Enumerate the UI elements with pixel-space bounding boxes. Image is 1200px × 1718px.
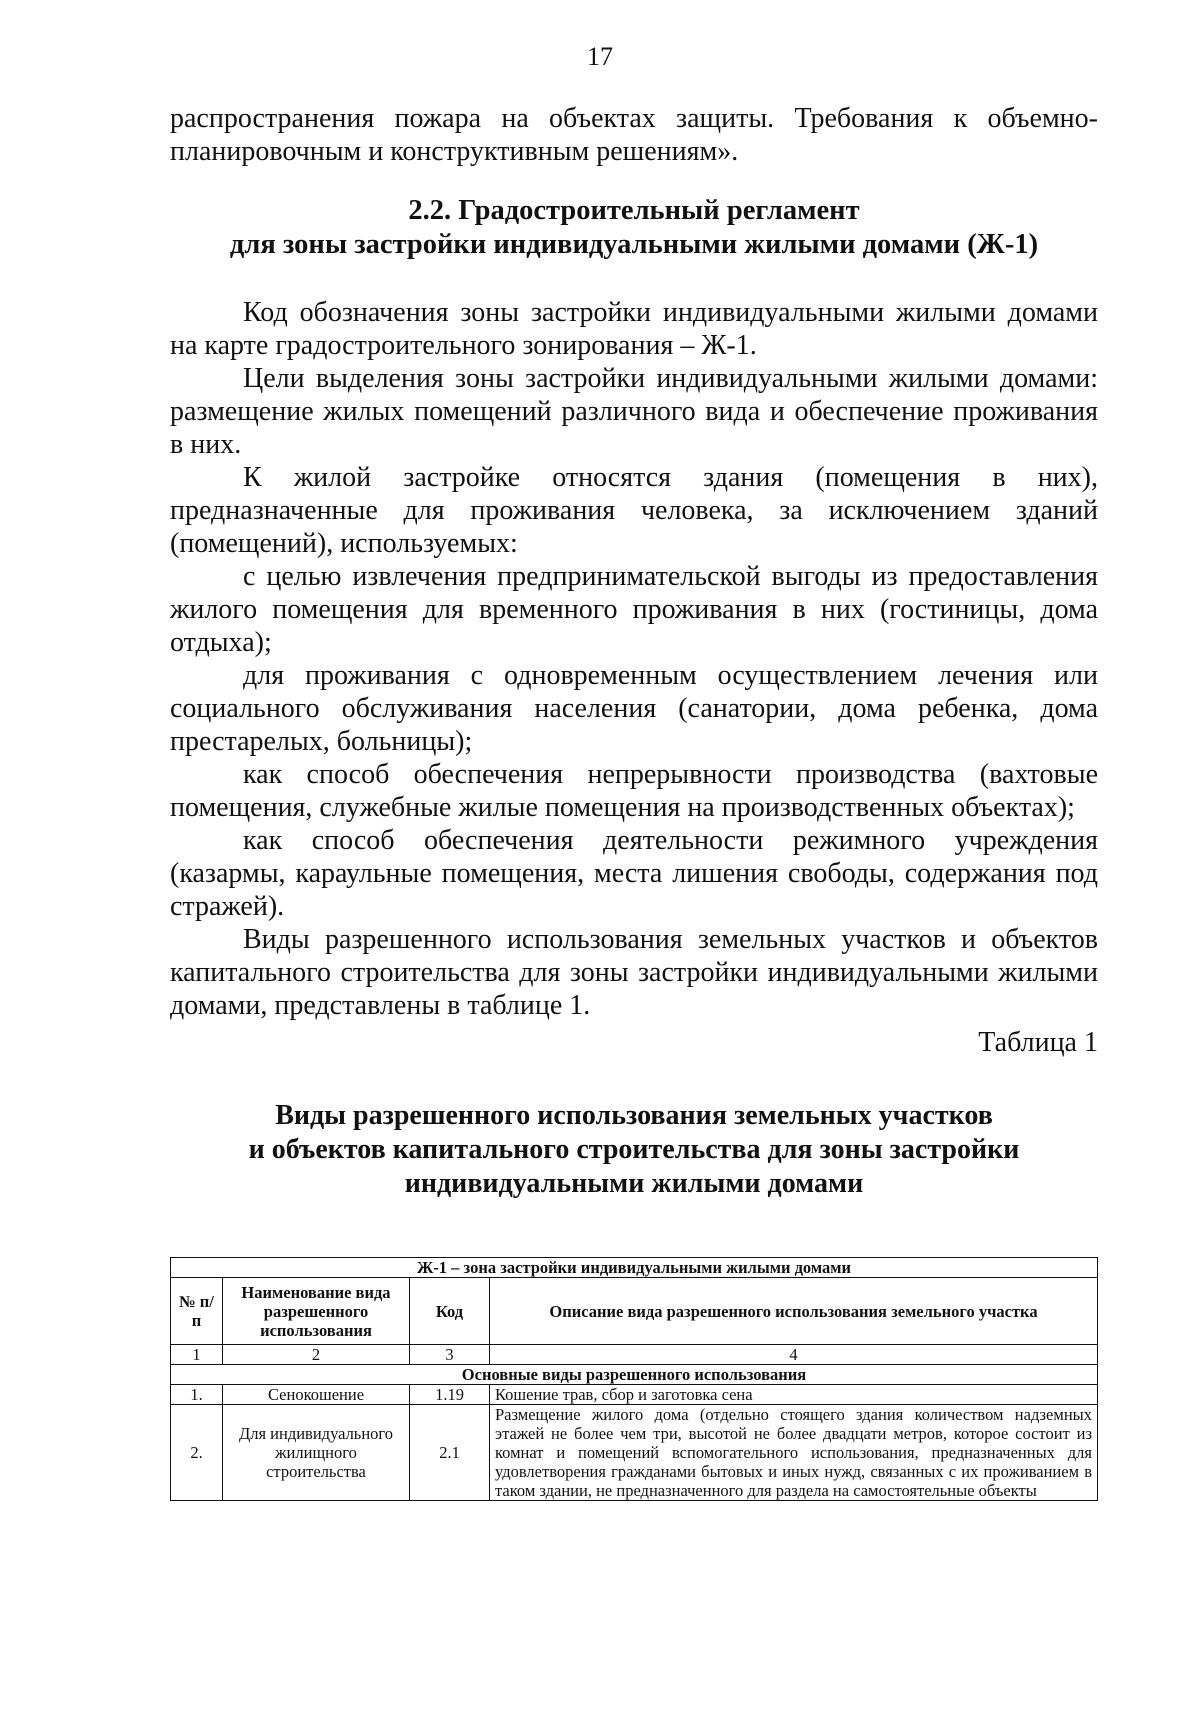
table-caption: Таблица 1 (978, 1027, 1098, 1058)
table-title-line-2: и объектов капитального строительства для зоны застройки (248, 1134, 1020, 1165)
column-number: 4 (490, 1345, 1098, 1365)
paragraph-exclusion-commercial: с целью извлечения предпринимательской выгоды из предоставления жилого помещения для временного проживания в них (гостиницы, дома отдыха); (170, 561, 1098, 658)
land-use-table (170, 1257, 1098, 1501)
header-code: Код (410, 1278, 490, 1345)
paragraph-exclusion-institution: как способ обеспечения деятельности режимного учреждения (казармы, караульные помещения, места лишения свободы, содержания под стражей). (170, 825, 1098, 922)
paragraph-residential-definition: К жилой застройке относятся здания (помещения в них), предназначенные для проживания человека, за исключением зданий (помещений), используемых: (170, 462, 1098, 559)
group-header: Основные виды разрешенного использования (171, 1365, 1098, 1385)
table-title-line-3: индивидуальными жилыми домами (404, 1168, 864, 1199)
header-name: Наименование вида разрешенного использования (223, 1278, 410, 1345)
zone-header-row (171, 1258, 1098, 1278)
column-number-row (171, 1345, 1098, 1365)
paragraph-zone-goals: Цели выделения зоны застройки индивидуальными жилыми домами: размещение жилых помещений различного вида и обеспечение проживания в них. (170, 363, 1098, 460)
page-number: 17 (587, 42, 613, 71)
header-num: № п/п (171, 1278, 223, 1345)
paragraph-exclusion-production: как способ обеспечения непрерывности производства (вахтовые помещения, служебные жилые помещения на производственных объектах); (170, 759, 1098, 823)
document-body (170, 102, 1098, 1228)
column-number: 3 (410, 1345, 490, 1365)
paragraph-table-reference: Виды разрешенного использования земельных участков и объектов капитального строительства для зоны застройки индивидуальными жилыми домами, представлены в таблице 1. (170, 924, 1098, 1021)
section-title-line-1: 2.2. Градостроительный регламент (408, 195, 860, 226)
row-code: 1.19 (410, 1385, 490, 1405)
column-header-row (171, 1278, 1098, 1345)
section-title (170, 194, 1098, 262)
section-title-line-2: для зоны застройки индивидуальными жилыми домами (Ж-1) (229, 229, 1039, 260)
row-name: Для индивидуального жилищного строительства (223, 1405, 410, 1501)
row-description: Кошение трав, сбор и заготовка сена (490, 1385, 1098, 1405)
paragraph-exclusion-medical: для проживания с одновременным осуществлением лечения или социального обслуживания населения (санатории, дома ребенка, дома престарелых, больницы); (170, 660, 1098, 757)
row-code: 2.1 (410, 1405, 490, 1501)
table-title (170, 1099, 1098, 1201)
group-header-row (171, 1365, 1098, 1385)
row-num: 1. (171, 1385, 223, 1405)
intro-paragraph: распространения пожара на объектах защиты. Требования к объемно-планировочным и конструктивным решениям». (170, 103, 1098, 167)
paragraph-zone-code: Код обозначения зоны застройки индивидуальными жилыми домами на карте градостроительного зонирования – Ж-1. (170, 297, 1098, 361)
column-number: 2 (223, 1345, 410, 1365)
table-row (171, 1385, 1098, 1405)
row-name: Сенокошение (223, 1385, 410, 1405)
zone-header: Ж-1 – зона застройки индивидуальными жилыми домами (171, 1258, 1098, 1278)
row-description: Размещение жилого дома (отдельно стоящего здания количеством надземных этажей не более чем три, высотой не более двадцати метров, которое состоит из комнат и помещений вспомогательного использования, предназначенных для удовлетворения гражданами бытовых и иных нужд, связанных с их проживанием в таком здании, не предназначенного для раздела на самостоятельные объекты (490, 1405, 1098, 1501)
column-number: 1 (171, 1345, 223, 1365)
table-row (171, 1405, 1098, 1501)
header-description: Описание вида разрешенного использования земельного участка (490, 1278, 1098, 1345)
table-title-line-1: Виды разрешенного использования земельных участков (275, 1100, 993, 1131)
row-num: 2. (171, 1405, 223, 1501)
